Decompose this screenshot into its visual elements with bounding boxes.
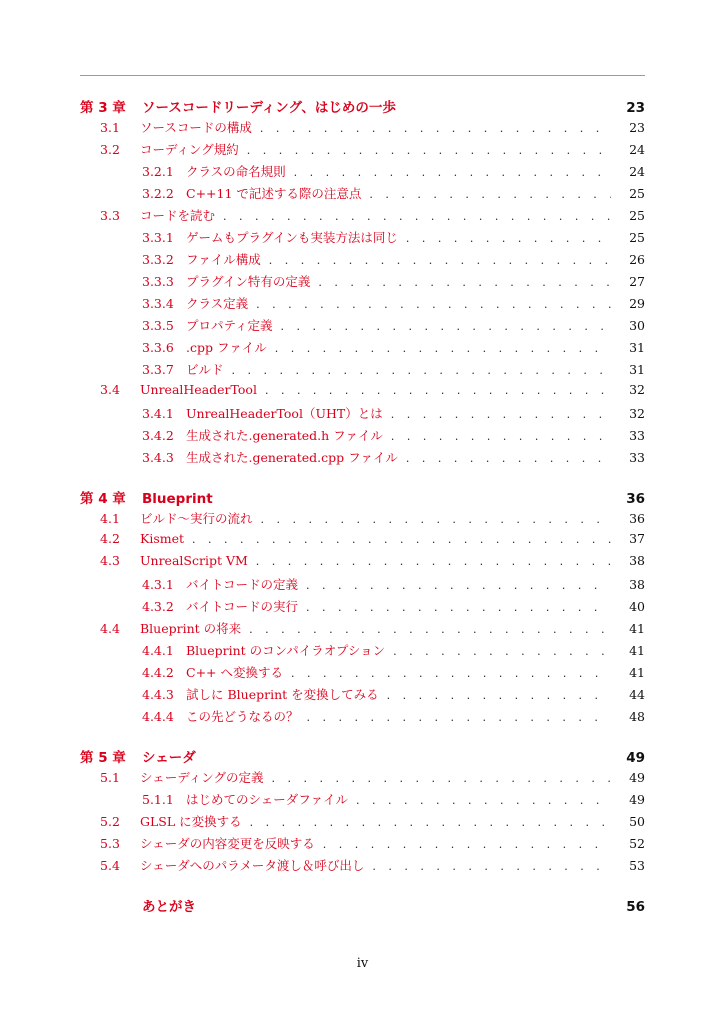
toc-subsection[interactable] — [80, 272, 645, 294]
dot-leader — [273, 320, 611, 333]
entry-title: シェーダの内容変更を反映する — [140, 836, 315, 851]
entry-title: C++11 で記述する際の注意点 — [186, 186, 362, 201]
entry-title: クラス定義 — [186, 296, 249, 311]
entry-title: プロパティ定義 — [186, 318, 273, 333]
entry-title: コードを読む — [140, 208, 216, 223]
chapter-title: シェーダ — [142, 750, 196, 766]
chapter-heading[interactable] — [80, 746, 645, 768]
entry-page: 25 — [629, 186, 645, 201]
entry-number: 4.4.2 — [142, 665, 174, 680]
toc-section[interactable] — [80, 768, 645, 790]
toc-subsection[interactable] — [80, 663, 645, 685]
entry-number: 3.4.1 — [142, 406, 174, 421]
entry-number: 3.3.2 — [142, 252, 174, 267]
chapter-number: 第 4 章 — [80, 491, 126, 507]
entry-title: C++ へ変換する — [186, 665, 283, 680]
chapter-number: 第 5 章 — [80, 750, 126, 766]
toc-subsection[interactable] — [80, 707, 645, 729]
entry-number: 5.1 — [100, 770, 120, 785]
entry-title: コーディング規約 — [140, 142, 239, 157]
entry-title: ファイル構成 — [186, 252, 261, 267]
dot-leader — [298, 579, 611, 592]
entry-page: 53 — [629, 858, 645, 873]
dot-leader — [348, 794, 611, 807]
entry-title: ビルド — [186, 362, 224, 377]
toc-subsection[interactable] — [80, 360, 645, 382]
dot-leader — [364, 860, 611, 873]
entry-title: UnrealHeaderTool — [140, 382, 257, 397]
entry-number: 3.3.1 — [142, 230, 174, 245]
toc-subsection[interactable] — [80, 228, 645, 250]
dot-leader — [361, 188, 611, 201]
entry-title: ゲームもプラグインも実装方法は同じ — [186, 230, 398, 245]
entry-number: 4.2 — [100, 531, 120, 546]
toc-section[interactable] — [80, 531, 645, 553]
entry-page: 41 — [629, 665, 645, 680]
dot-leader — [298, 601, 611, 614]
entry-title: UnrealScript VM — [140, 553, 248, 568]
toc-subsection[interactable] — [80, 426, 645, 448]
dot-leader — [286, 166, 611, 179]
toc-section[interactable] — [80, 553, 645, 575]
chapter-page: 23 — [626, 100, 645, 116]
entry-page: 38 — [629, 553, 645, 568]
chapter-heading[interactable] — [80, 96, 645, 118]
entry-page: 32 — [629, 406, 645, 421]
toc-subsection[interactable] — [80, 685, 645, 707]
entry-title: バイトコードの実行 — [186, 599, 299, 614]
dot-leader — [315, 838, 611, 851]
dot-leader — [224, 364, 611, 377]
toc-section[interactable] — [80, 382, 645, 404]
entry-number: 3.4 — [100, 382, 120, 397]
toc-section[interactable] — [80, 834, 645, 856]
toc-subsection[interactable] — [80, 790, 645, 812]
entry-page: 32 — [629, 382, 645, 397]
dot-leader — [252, 122, 611, 135]
entry-number: 5.2 — [100, 814, 120, 829]
toc-subsection[interactable] — [80, 162, 645, 184]
dot-leader — [264, 772, 611, 785]
dot-leader — [383, 408, 611, 421]
entry-title: はじめてのシェーダファイル — [186, 792, 349, 807]
entry-page: 38 — [629, 577, 645, 592]
entry-number: 4.3 — [100, 553, 120, 568]
toc-subsection[interactable] — [80, 448, 645, 470]
entry-number: 3.3.4 — [142, 296, 174, 311]
entry-number: 5.3 — [100, 836, 120, 851]
dot-leader — [257, 384, 611, 397]
entry-page: 33 — [629, 428, 645, 443]
toc-subsection[interactable] — [80, 184, 645, 206]
entry-title: 生成された.generated.h ファイル — [186, 428, 383, 443]
dot-leader — [310, 276, 611, 289]
entry-number: 3.4.3 — [142, 450, 174, 465]
dot-leader — [253, 513, 611, 526]
dot-leader — [385, 645, 611, 658]
entry-number: 3.3.7 — [142, 362, 174, 377]
dot-leader — [261, 254, 611, 267]
entry-title: UnrealHeaderTool（UHT）とは — [186, 406, 383, 421]
toc-subsection[interactable] — [80, 641, 645, 663]
entry-title: ビルド〜実行の流れ — [140, 511, 253, 526]
toc-subsection[interactable] — [80, 597, 645, 619]
entry-number: 4.4.1 — [142, 643, 174, 658]
entry-page: 40 — [629, 599, 645, 614]
entry-number: 5.4 — [100, 858, 120, 873]
toc-subsection[interactable] — [80, 338, 645, 360]
entry-page: 48 — [629, 709, 645, 724]
entry-page: 52 — [629, 836, 645, 851]
entry-number: 3.3.6 — [142, 340, 174, 355]
dot-leader — [383, 430, 611, 443]
toc-section[interactable] — [80, 856, 645, 878]
entry-title: GLSL に変換する — [140, 814, 242, 829]
entry-page: 23 — [629, 120, 645, 135]
entry-title: この先どうなるの？ — [186, 709, 299, 724]
entry-number: 3.4.2 — [142, 428, 174, 443]
dot-leader — [242, 816, 611, 829]
entry-page: 24 — [629, 164, 645, 179]
entry-page: 31 — [629, 340, 645, 355]
entry-page: 36 — [629, 511, 645, 526]
chapter-title: Blueprint — [142, 491, 213, 507]
entry-page: 24 — [629, 142, 645, 157]
entry-number: 4.1 — [100, 511, 120, 526]
dot-leader — [283, 667, 611, 680]
toc-section[interactable] — [80, 118, 645, 140]
entry-title: 試しに Blueprint を変換してみる — [186, 687, 379, 702]
chapter-page: 49 — [626, 750, 645, 766]
entry-title: .cpp ファイル — [186, 340, 267, 355]
chapter-heading[interactable] — [80, 895, 645, 917]
toc-section[interactable] — [80, 206, 645, 228]
entry-title: Blueprint のコンパイラオプション — [186, 643, 386, 658]
entry-number: 3.3.5 — [142, 318, 174, 333]
entry-page: 27 — [629, 274, 645, 289]
toc-section[interactable] — [80, 509, 645, 531]
entry-page: 37 — [629, 531, 645, 546]
chapter-number: 第 3 章 — [80, 100, 126, 116]
entry-page: 44 — [629, 687, 645, 702]
entry-number: 4.4 — [100, 621, 120, 636]
entry-page: 49 — [629, 770, 645, 785]
entry-number: 4.3.1 — [142, 577, 174, 592]
entry-number: 4.3.2 — [142, 599, 174, 614]
entry-page: 41 — [629, 643, 645, 658]
entry-number: 3.3.3 — [142, 274, 174, 289]
header-rule — [80, 75, 645, 76]
entry-page: 30 — [629, 318, 645, 333]
entry-title: シェーディングの定義 — [140, 770, 264, 785]
dot-leader — [248, 555, 611, 568]
entry-title: Blueprint の将来 — [140, 621, 242, 636]
dot-leader — [241, 623, 611, 636]
entry-title: ソースコードの構成 — [140, 120, 252, 135]
dot-leader — [299, 711, 611, 724]
table-of-contents — [80, 96, 645, 917]
entry-number: 4.4.3 — [142, 687, 174, 702]
entry-number: 3.3 — [100, 208, 120, 223]
dot-leader — [267, 342, 611, 355]
entry-title: Kismet — [140, 531, 185, 546]
entry-page: 49 — [629, 792, 645, 807]
entry-title: シェーダへのパラメータ渡し＆呼び出し — [140, 858, 365, 873]
entry-number: 4.4.4 — [142, 709, 174, 724]
entry-page: 25 — [629, 208, 645, 223]
chapter-page: 56 — [626, 899, 645, 915]
entry-title: 生成された.generated.cpp ファイル — [186, 450, 398, 465]
entry-page: 26 — [629, 252, 645, 267]
entry-number: 3.2.2 — [142, 186, 174, 201]
entry-title: クラスの命名規則 — [186, 164, 286, 179]
entry-number: 3.2.1 — [142, 164, 174, 179]
toc-subsection[interactable] — [80, 404, 645, 426]
toc-subsection[interactable] — [80, 575, 645, 597]
entry-title: バイトコードの定義 — [186, 577, 299, 592]
toc-subsection[interactable] — [80, 294, 645, 316]
entry-page: 33 — [629, 450, 645, 465]
dot-leader — [248, 298, 611, 311]
entry-page: 25 — [629, 230, 645, 245]
toc-section[interactable] — [80, 140, 645, 162]
dot-leader — [184, 533, 611, 546]
chapter-heading[interactable] — [80, 487, 645, 509]
dot-leader — [398, 232, 611, 245]
toc-section[interactable] — [80, 812, 645, 834]
chapter-title: あとがき — [142, 899, 196, 915]
dot-leader — [215, 210, 611, 223]
toc-subsection[interactable] — [80, 316, 645, 338]
entry-number: 3.2 — [100, 142, 120, 157]
dot-leader — [398, 452, 611, 465]
dot-leader — [379, 689, 611, 702]
entry-page: 50 — [629, 814, 645, 829]
page-number: iv — [356, 956, 369, 971]
entry-page: 41 — [629, 621, 645, 636]
entry-number: 5.1.1 — [142, 792, 174, 807]
dot-leader — [239, 144, 611, 157]
chapter-page: 36 — [626, 491, 645, 507]
entry-number: 3.1 — [100, 120, 120, 135]
entry-page: 31 — [629, 362, 645, 377]
toc-subsection[interactable] — [80, 250, 645, 272]
chapter-title: ソースコードリーディング、はじめの一歩 — [142, 100, 396, 116]
toc-section[interactable] — [80, 619, 645, 641]
entry-title: プラグイン特有の定義 — [186, 274, 311, 289]
entry-page: 29 — [629, 296, 645, 311]
